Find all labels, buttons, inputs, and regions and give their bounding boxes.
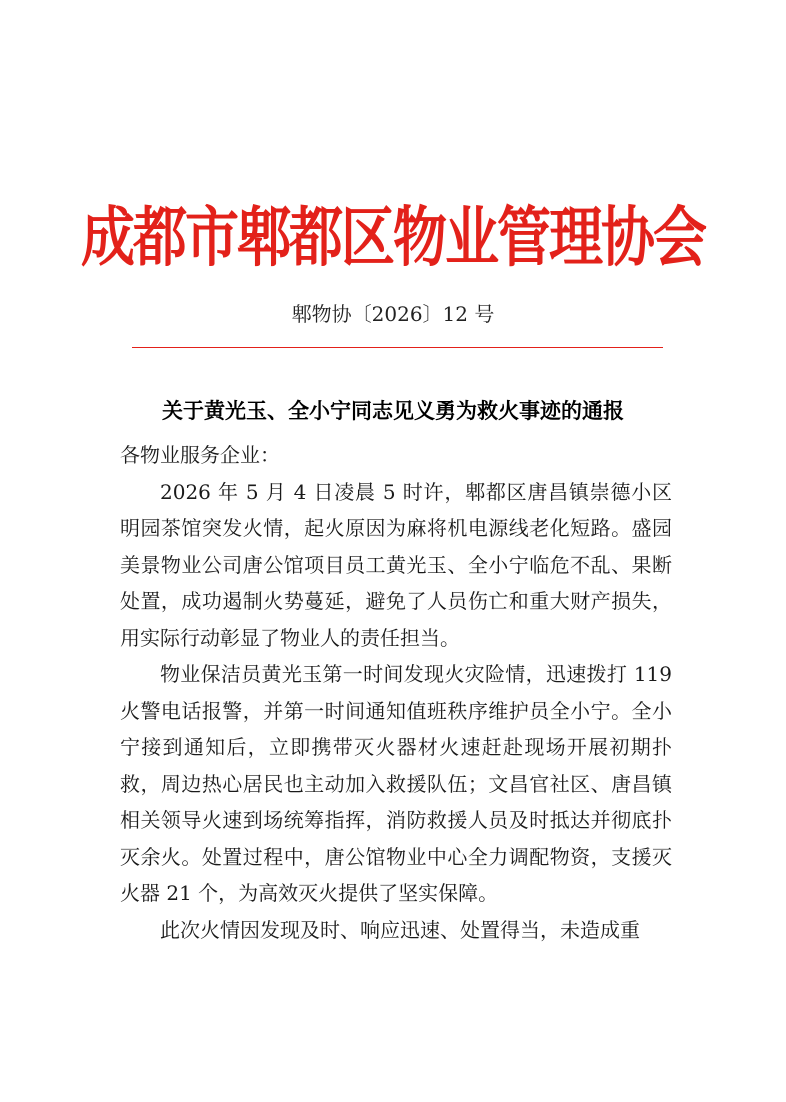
salutation: 各物业服务企业： bbox=[120, 443, 280, 467]
notice-title: 关于黄光玉、全小宁同志见义勇为救火事迹的通报 bbox=[162, 399, 624, 423]
paragraph-response: 物业保洁员黄光玉第一时间发现火灾险情，迅速拨打 119 火警电话报警，并第一时间通知值班秩序维护员全小宁。全小宁接到通知后，立即携带灭火器材火速赶赴现场开展初期扑救，周边热心居民也主动加入救援队伍；文昌官社区、唐昌镇相关领导火速到场统筹指挥，消防救援人员及时抵达并彻底扑灭余火。处置过程中，唐公馆物业中心全力调配物资，支援灭火器 21 个，为高效灭火提供了坚实保障。 bbox=[120, 662, 672, 905]
red-divider-line bbox=[132, 347, 663, 348]
notice-body bbox=[120, 437, 672, 948]
paragraph-outcome: 此次火情因发现及时、响应迅速、处置得当，未造成重 bbox=[160, 917, 640, 942]
paragraph-incident: 2026 年 5 月 4 日凌晨 5 时许，郫都区唐昌镇崇德小区明园茶馆突发火情，起火原因为麻将机电源线老化短路。盛园美景物业公司唐公馆项目员工黄光玉、全小宁临危不乱、果断处置，成功遏制火势蔓延，避免了人员伤亡和重大财产损失，用实际行动彰显了物业人的责任担当。 bbox=[120, 479, 672, 650]
organization-header: 成都市郫都区物业管理协会 bbox=[81, 198, 705, 276]
document-number: 郫物协〔2026〕12 号 bbox=[291, 302, 495, 326]
